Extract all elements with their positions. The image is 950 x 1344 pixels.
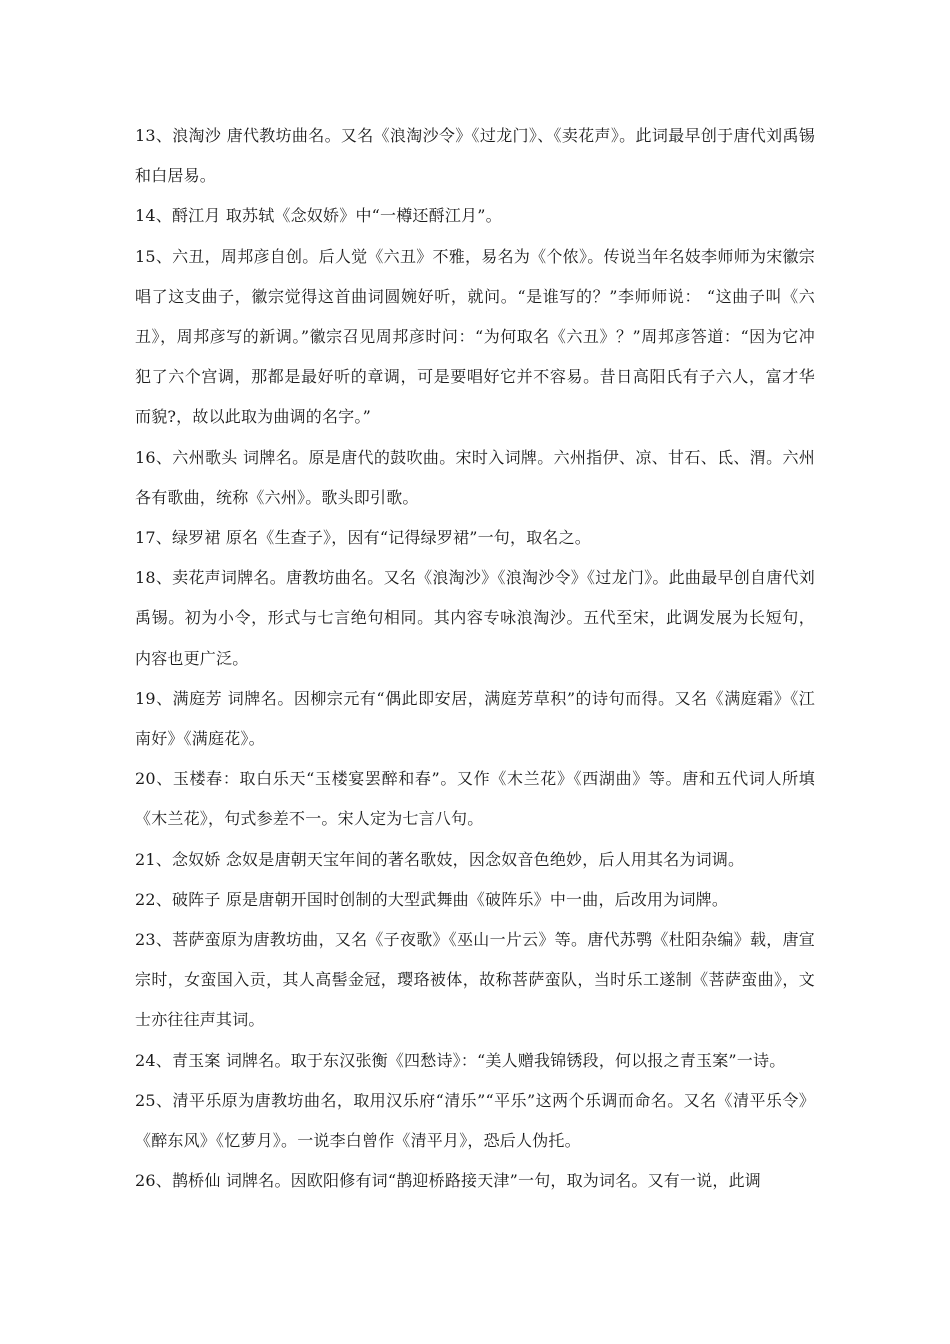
entry-13-langtaosha: 13、浪淘沙 唐代教坊曲名。又名《浪淘沙令》《过龙门》、《卖花声》。此词最早创于唐代刘禹锡和白居易。 [135, 126, 815, 186]
entry-15-liuchou: 15、六丑，周邦彦自创。后人觉《六丑》不雅，易名为《个侬》。传说当年名妓李师师为宋徽宗唱了这支曲子，徽宗觉得这首曲词圆婉好听，就问。“是谁写的？”李师师说： “这曲子叫《六丑》，周邦彦写的新调。”徽宗召见周邦彦时问：“为何取名《六丑》？”周邦彦答道：“因为它冲犯了六个宫调，那都是最好听的章调，可是要唱好它并不容易。昔日高阳氏有子六人，富才华而貌?，故以此取为曲调的名字。” [135, 246, 815, 427]
entry-21-niannujiao: 21、念奴娇 念奴是唐朝天宝年间的著名歌妓，因念奴音色绝妙，后人用其名为词调。 [135, 849, 745, 869]
document-body [135, 116, 815, 1201]
entry-23-pusaman: 23、菩萨蛮原为唐教坊曲，又名《子夜歌》《巫山一片云》等。唐代苏鹗《杜阳杂编》载，唐宣宗时，女蛮国入贡，其人高髻金冠，璎珞被体，故称菩萨蛮队，当时乐工遂制《菩萨蛮曲》，文士亦往往声其词。 [135, 930, 815, 1030]
entry-17-lvluoqun: 17、绿罗裙 原名《生查子》，因有“记得绿罗裙”一句，取名之。 [135, 528, 592, 548]
entry-22-pozhenzi: 22、破阵子 原是唐朝开国时创制的大型武舞曲《破阵乐》中一曲，后改用为词牌。 [135, 889, 729, 909]
entry-14-leijiangyue: 14、酹江月 取苏轼《念奴娇》中“一樽还酹江月”。 [135, 206, 502, 226]
entry-24-qingyuan: 24、青玉案 词牌名。取于东汉张衡《四愁诗》：“美人赠我锦锈段，何以报之青玉案”一诗。 [135, 1050, 786, 1070]
entry-20-yulouchun: 20、玉楼春：取白乐天“玉楼宴罢醉和春”。又作《木兰花》《西湖曲》等。唐和五代词人所填《木兰花》，句式参差不一。宋人定为七言八句。 [135, 769, 815, 829]
entry-19-mantingfang: 19、满庭芳 词牌名。因柳宗元有“偶此即安居，满庭芳草积”的诗句而得。又名《满庭霜》《江南好》《满庭花》。 [135, 688, 815, 749]
entry-16-liuzhougetou: 16、六州歌头 词牌名。原是唐代的鼓吹曲。宋时入词牌。六州指伊、凉、甘石、氐、渭。六州各有歌曲，统称《六州》。歌头即引歌。 [135, 447, 815, 507]
entry-25-qingpingle: 25、清平乐原为唐教坊曲名，取用汉乐府“清乐”“平乐”这两个乐调而命名。又名《清平乐令》《醉东风》《忆萝月》。一说李白曾作《清平月》，恐后人伪托。 [135, 1090, 815, 1151]
entry-18-maihuasheng: 18、卖花声词牌名。唐教坊曲名。又名《浪淘沙》《浪淘沙令》《过龙门》。此曲最早创自唐代刘禹锡。初为小令，形式与七言绝句相同。其内容专咏浪淘沙。五代至宋，此调发展为长短句，内容也更广泛。 [135, 568, 815, 668]
entry-26-queqiaoxian: 26、鹊桥仙 词牌名。因欧阳修有词“鹊迎桥路接天津”一句，取为词名。又有一说，此调 [135, 1171, 762, 1191]
